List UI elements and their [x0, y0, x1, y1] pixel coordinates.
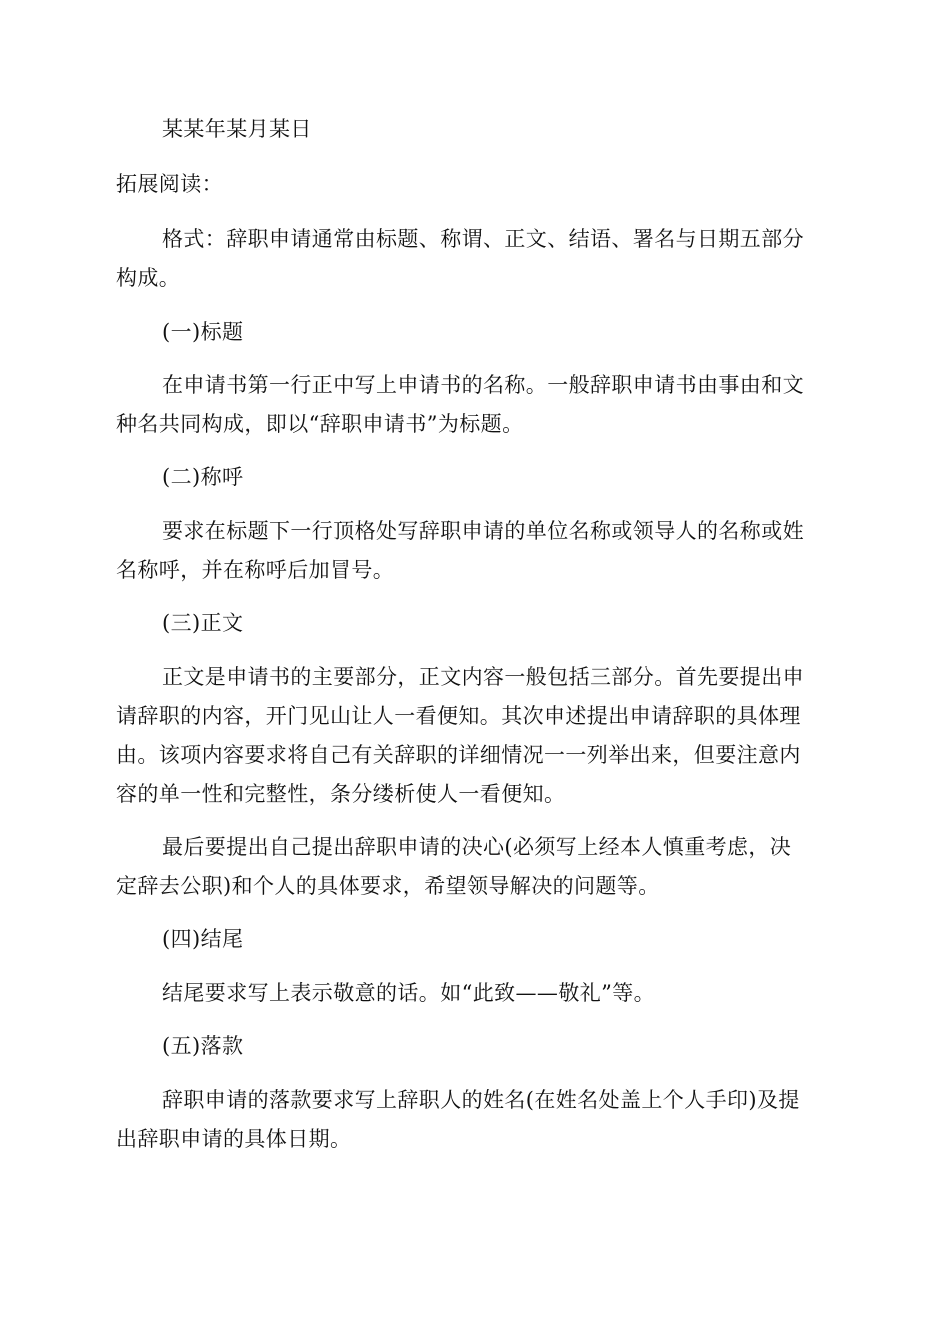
section-signature-line-2: 出辞职申请的具体日期。: [116, 1127, 352, 1151]
section-heading-signature: (五)落款: [162, 1034, 244, 1058]
section-body-p2-line-1: 最后要提出自己提出辞职申请的决心(必须写上经本人慎重考虑，决: [162, 835, 792, 859]
section-body-p2-line-2: 定辞去公职)和个人的具体要求，希望领导解决的问题等。: [116, 874, 660, 898]
section-signature-line-1: 辞职申请的落款要求写上辞职人的姓名(在姓名处盖上个人手印)及提: [162, 1088, 800, 1112]
section-heading-title: (一)标题: [162, 320, 244, 344]
date-line: 某某年某月某日: [162, 117, 312, 141]
section-salutation-line-2: 名称呼，并在称呼后加冒号。: [116, 558, 395, 582]
section-title-line-1: 在申请书第一行正中写上申请书的名称。一般辞职申请书由事由和文: [162, 373, 804, 397]
section-body-p1-line-2: 请辞职的内容，开门见山让人一看便知。其次申述提出申请辞职的具体理: [116, 704, 801, 728]
section-title-line-2: 种名共同构成，即以“辞职申请书”为标题。: [116, 412, 524, 436]
section-heading-closing: (四)结尾: [162, 927, 244, 951]
section-body-p1-line-3: 由。该项内容要求将自己有关辞职的详细情况一一列举出来，但要注意内: [116, 743, 801, 767]
format-intro-line-2: 构成。: [116, 266, 181, 290]
section-heading-salutation: (二)称呼: [162, 465, 244, 489]
section-body-p1-line-4: 容的单一性和完整性，条分缕析使人一看便知。: [116, 782, 566, 806]
section-closing-line-1: 结尾要求写上表示敬意的话。如“此致——敬礼”等。: [162, 981, 656, 1005]
extended-reading-label: 拓展阅读：: [116, 172, 223, 196]
section-heading-body: (三)正文: [162, 611, 244, 635]
section-body-p1-line-1: 正文是申请书的主要部分，正文内容一般包括三部分。首先要提出申: [162, 665, 804, 689]
section-salutation-line-1: 要求在标题下一行顶格处写辞职申请的单位名称或领导人的名称或姓: [162, 519, 804, 543]
format-intro-line-1: 格式：辞职申请通常由标题、称谓、正文、结语、署名与日期五部分: [162, 227, 804, 251]
